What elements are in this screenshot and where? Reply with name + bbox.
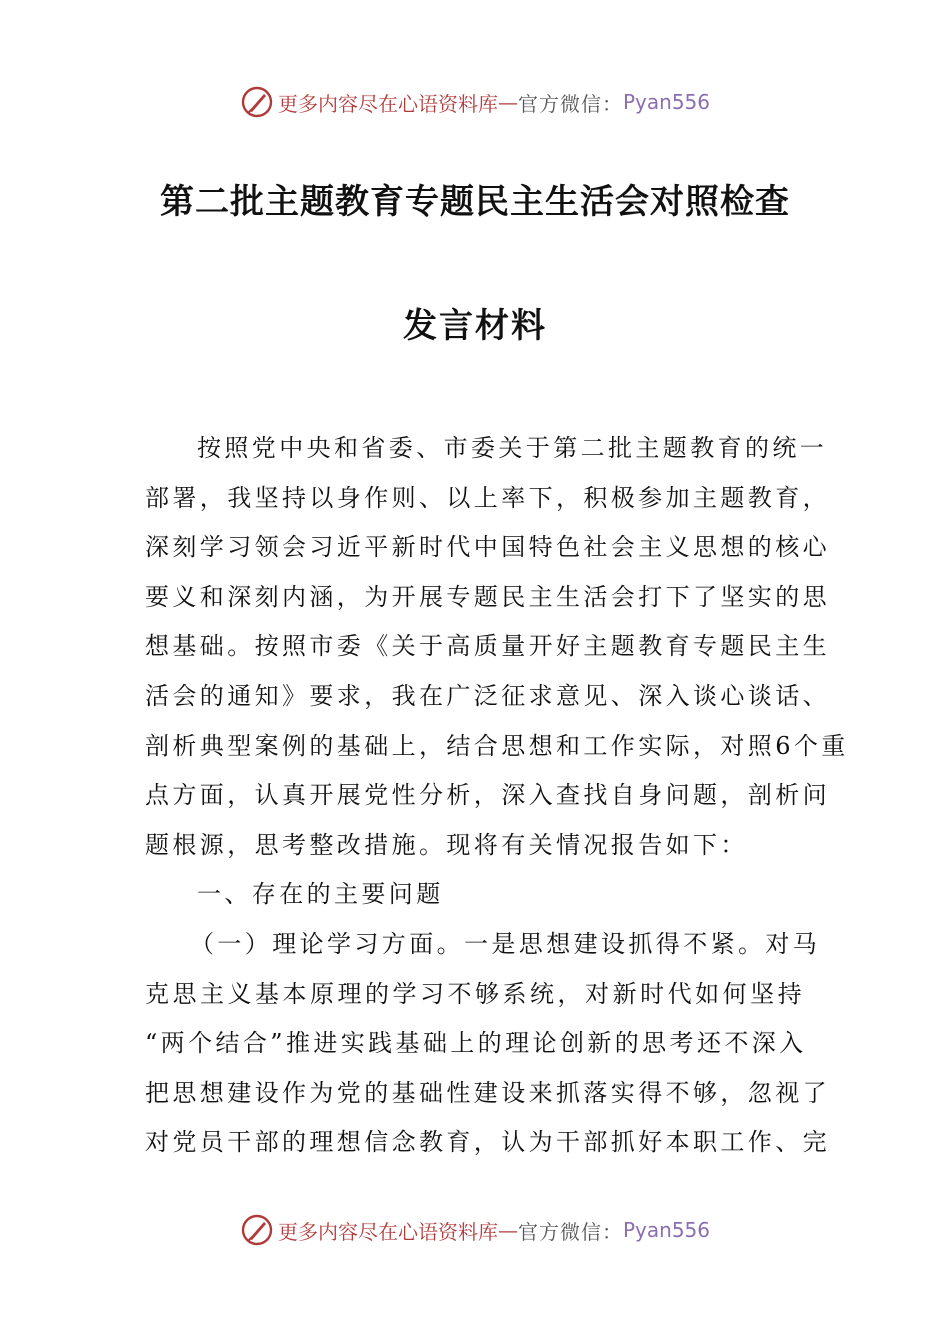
document-title-line2: 发言材料	[403, 306, 547, 346]
body-line: 把思想建设作为党的基础性建设来抓落实得不够，忽视了	[145, 1078, 830, 1107]
body-line: 对党员干部的理想信念教育，认为干部抓好本职工作、完	[145, 1128, 830, 1157]
document-title-line1: 第二批主题教育专题民主生活会对照检查	[160, 182, 790, 222]
section-heading: 一、存在的主要问题	[197, 880, 444, 909]
watermark-dash: —	[497, 90, 518, 114]
body-line: 要义和深刻内涵，为开展专题民主生活会打下了坚实的思	[145, 582, 830, 611]
watermark-dash: —	[497, 1218, 518, 1242]
body-line: 克思主义基本原理的学习不够系统，对新时代如何坚持	[145, 979, 805, 1008]
body-line: 活会的通知》要求，我在广泛征求意见、深入谈心谈话、	[145, 681, 830, 710]
body-line: 点方面，认真开展党性分析，深入查找自身问题，剖析问	[145, 781, 830, 810]
watermark-footer	[0, 1210, 950, 1250]
body-line: 题根源，思考整改措施。现将有关情况报告如下：	[145, 830, 748, 859]
body-line: “两个结合”推进实践基础上的理论创新的思考还不深入	[145, 1029, 807, 1058]
body-line: 按照党中央和省委、市委关于第二批主题教育的统一	[197, 434, 828, 462]
document-body	[145, 424, 849, 1168]
watermark-wechat-id: Pyan556	[622, 1218, 710, 1242]
watermark-header	[0, 82, 950, 122]
quill-logo-icon	[240, 1213, 274, 1247]
watermark-official: 官方微信：	[517, 91, 623, 116]
body-line: 剖析典型案例的基础上，结合思想和工作实际，对照6个重	[145, 731, 849, 760]
watermark-brand: 更多内容尽在心语资料库	[277, 1219, 498, 1244]
watermark-wechat-id: Pyan556	[622, 90, 710, 114]
quill-logo-icon	[240, 85, 274, 119]
body-line: 想基础。按照市委《关于高质量开好主题教育专题民主生	[145, 632, 830, 661]
subsection-heading-line: （一）理论学习方面。一是思想建设抓得不紧。对马	[190, 929, 821, 958]
body-line: 深刻学习领会习近平新时代中国特色社会主义思想的核心	[145, 533, 830, 562]
watermark-brand: 更多内容尽在心语资料库	[277, 91, 498, 116]
body-line: 部署，我坚持以身作则、以上率下，积极参加主题教育，	[145, 483, 830, 512]
watermark-official: 官方微信：	[517, 1219, 623, 1244]
